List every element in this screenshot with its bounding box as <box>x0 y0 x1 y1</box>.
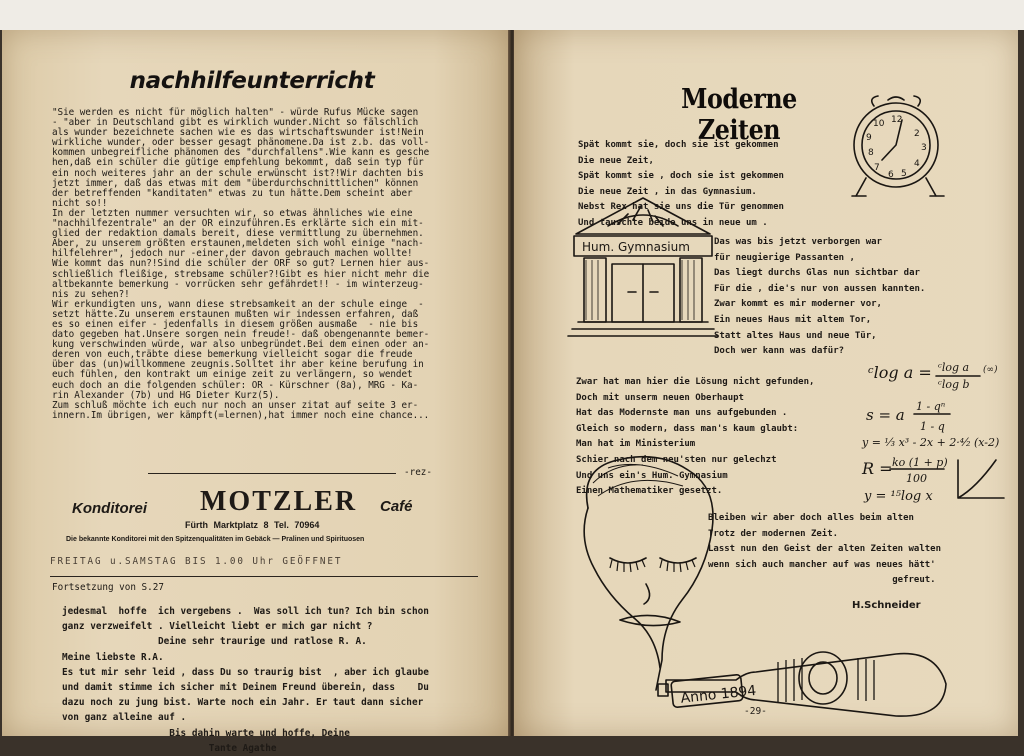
poem-line: für neugierige Passanten , <box>714 252 855 263</box>
article-line: es so einen eifer - jedenfalls in diesem größen ausmaße - nie bis <box>52 318 419 330</box>
divider-rule <box>148 473 396 474</box>
letter-line: Deine sehr traurige und ratlose R. A. <box>62 636 367 648</box>
article-line: deren von euch,träbte diese bemerkung vielleicht sogar die freude <box>52 349 413 361</box>
article-signoff: -rez- <box>404 467 432 478</box>
continued-note: Fortsetzung von S.27 <box>52 582 164 593</box>
article-line: In der letzten nummer versuchten wir, so etwas ähnliches wie eine <box>52 207 413 219</box>
article-line: nicht so!! <box>52 197 108 209</box>
letter-line: dazu noch zu jung bist. Warte noch ein Jahr. Er taut dann sicher <box>62 697 424 709</box>
bottle-label: Anno 1894 <box>679 682 758 707</box>
article-line: glied der redaktion damals bereit, diese vermittlung zu übernehmen. <box>52 228 424 240</box>
formula-series-num: 1 - qⁿ <box>916 400 946 413</box>
poem-line: Schier nach dem neu'sten nur gelechzt <box>576 454 777 465</box>
poem-line: Doch wer kann was dafür? <box>714 346 845 357</box>
svg-text:8: 8 <box>868 148 874 158</box>
letters-column <box>62 604 429 756</box>
letter-line: und damit stimme ich sicher mit Deinem Freund überein, dass Du <box>62 682 429 694</box>
ad-konditorei: Konditorei <box>72 500 147 517</box>
right-page <box>514 30 1018 736</box>
page-number: -29- <box>744 706 767 717</box>
formula-log-x: y = ¹⁵log x <box>864 489 933 504</box>
poem-line: Das was bis jetzt verborgen war <box>714 237 882 247</box>
letter-line: Bis dahin warte und hoffe, Deine <box>62 727 350 739</box>
ad-bottom-rule <box>50 576 478 577</box>
poem-line: Und tauschte beide uns in neue um . <box>578 217 768 228</box>
article-line: Zum schluß möchte ich euch nur noch an unser zitat auf seite 3 er- <box>52 399 419 411</box>
article-line: kommen unbegreifliche phänomen des "durchfallens".Wie kann es gesche <box>52 147 430 159</box>
left-page <box>2 30 510 754</box>
letter-line: Es tut mir sehr leid , dass Du so traurig bist , aber ich glaube <box>62 666 429 678</box>
poem-title: Moderne Zeiten <box>681 84 797 146</box>
poem-line: Das liegt durchs Glas nun sichtbar dar <box>714 268 920 279</box>
article-line: "nachhilfezentrale" an der OR einzuführen.Es erklärte sich ein mit- <box>52 218 424 230</box>
article-line: jetzt immer, daß das etwas mit dem "überdurchschnittlichen" können <box>52 177 419 189</box>
building-label: Hum. Gymnasium <box>582 240 690 254</box>
poem-line: Nebst Rex hat sie uns die Tür genommen <box>578 202 784 213</box>
top-margin <box>0 0 1024 30</box>
letter-line: jedesmal hoffe ich vergebens . Was soll ich tun? Ich bin schon <box>62 606 429 617</box>
svg-text:6: 6 <box>888 170 894 180</box>
article-line: über das (un)willkommene zeugnis.Solltet ihr aber keine berufung in <box>52 359 424 371</box>
poem-stanza-2 <box>714 235 925 360</box>
article-line: der betreffenden "kanditaten" etwas zu tun hätte.Dem scheint aber <box>52 187 413 199</box>
ad-hours: FREITAG u.SAMSTAG BIS 1.00 Uhr GEÖFFNET <box>50 556 343 567</box>
formula-series-lhs: s = a <box>866 406 905 424</box>
article-line: als wunder bezeichnete sachen wie es das wirtschaftswunder ist!Nein <box>52 127 424 139</box>
article-line: nis zu sehen?! <box>52 288 130 300</box>
poem-line: Doch mit unserm neuen Oberhaupt <box>576 392 744 403</box>
ad-tagline: Die bekannte Konditorei mit den Spitzenqualitäten im Gebäck — Pralinen und Spirituosen <box>66 536 365 543</box>
poem-line: Ein neues Haus mit altem Tor, <box>714 314 872 325</box>
ad-cafe: Café <box>380 498 413 515</box>
letter-line: von ganz alleine auf . <box>62 712 187 724</box>
svg-text:3: 3 <box>921 143 927 153</box>
poem-line: Und uns ein's Hum. Gymnasium <box>576 470 728 481</box>
face-bottle-drawing <box>548 448 958 718</box>
poem-line: Lasst nun den Geist der alten Zeiten walten <box>708 544 941 555</box>
formula-log-den: ᶜlog b <box>938 378 970 391</box>
advertisement <box>50 482 470 572</box>
formula-log-note: (∞) <box>983 365 998 375</box>
article-title: nachhilfeunterricht <box>129 68 375 94</box>
article-line: dato gegeben hat.Unsere sorgen nein freude!- daß obengenannte bemer- <box>52 329 430 341</box>
article-line: hen,daß ein schüler die gütige empfehlung bekommt, daß sein typ für <box>52 157 424 169</box>
article-line: innern.Im übrigen, wer kämpft(=lernen),hat immer noch eine chance... <box>52 409 430 421</box>
formula-log-num: ᶜlog a <box>938 361 970 374</box>
svg-text:10: 10 <box>873 119 885 129</box>
article-line: euch doch an die folgenden schüler: OR - Kürschner (8a), MRG - Ka- <box>52 379 419 391</box>
article-line: hilfelehrer", jedoch nur -einer,der davon gebrauch machen wollte! <box>52 248 413 260</box>
article-line: Aber, zu unserem größten erstaunen,meldeten sich wohl einige "nach- <box>52 238 424 250</box>
poem-line: wenn sich auch mancher auf was neues hätt' <box>708 559 936 570</box>
poem-line: Trotz der modernen Zeit. <box>708 528 839 539</box>
article-line: rin Alexander (7b) und HG Dieter Kurz(5). <box>52 389 280 401</box>
poem-line: Zwar kommt es mir moderner vor, <box>714 299 882 310</box>
formula-series-den: 1 - q <box>920 420 945 433</box>
poem-line: Gleich so modern, dass man's kaum glaubt: <box>576 423 799 434</box>
poem-line: Hat das Modernste man uns aufgebunden . <box>576 408 788 419</box>
article-line: altbekannte bemerkung - vorrücken sehr gefährdet!! - im winterzeug- <box>52 278 424 290</box>
formula-poly: y = ¹⁄₃ x³ - 2x + 2·⁴⁄₂ (x-2) <box>862 436 1000 449</box>
poem-line: Bleiben wir aber doch alles beim alten <box>708 513 914 523</box>
poem-line: Zwar hat man hier die Lösung nicht gefunden, <box>576 377 815 387</box>
article-body <box>52 108 429 421</box>
poem-line: Für die , die's nur von aussen kannten. <box>714 283 926 294</box>
article-line: "Sie werden es nicht für möglich halten" - würde Rufus Mücke sagen <box>52 107 419 118</box>
svg-text:12: 12 <box>891 115 903 125</box>
article-line: euch fühlen, den kontrakt um einige zeit zu verlängern, so wendet <box>52 369 413 381</box>
svg-text:4: 4 <box>914 159 920 169</box>
svg-text:9: 9 <box>866 133 872 143</box>
poem-line: gefreut. <box>708 575 936 586</box>
poem-line: Spät kommt sie , doch sie ist gekommen <box>578 171 784 182</box>
poem-line: Einen Mathematiker gesetzt. <box>576 486 723 497</box>
formula-r-lhs: R = <box>862 459 893 478</box>
svg-text:7: 7 <box>874 163 880 173</box>
svg-text:5: 5 <box>901 169 907 179</box>
svg-text:2: 2 <box>914 129 920 139</box>
article-line: - "aber in Deutschland gibt es wirklich wunder.Nicht so fälschlich <box>52 117 419 129</box>
poem-line: Spät kommt sie, doch sie ist gekommen <box>578 140 779 150</box>
poem-line: Statt altes Haus und neue Tür, <box>714 330 877 341</box>
article-line: Wie kommt das nun?!Sind die schüler der ORF so gut? Lernen hier aus- <box>52 258 430 270</box>
article-line: setzt hätte.Zu unserem erstaunen mußten wir indessen erfahren, daß <box>52 308 419 320</box>
poem-line: Die neue Zeit , in das Gymnasium. <box>578 186 757 197</box>
author-signature: H.Schneider <box>852 600 921 611</box>
article-line: wirkliche wunder, oder besser gesagt phänomene.Da ist z.b. das voll- <box>52 137 430 149</box>
article-line: schließlich fleißige, strebsame schüler?!Gibt es hier nicht mehr die <box>52 268 430 280</box>
article-line: kung verschwinden würde, war also unbegründet.Bei dem einen oder an- <box>52 339 430 351</box>
letter-line: Tante Agathe <box>62 742 277 754</box>
ad-brand: MOTZLER <box>200 486 358 517</box>
formula-r-den: 100 <box>906 472 927 485</box>
poem-line: Die neue Zeit, <box>578 155 654 166</box>
article-line: Wir erkundigten uns, wann diese strebsamkeit an der schule einge - <box>52 298 424 310</box>
formula-r-num: ko (1 + p) <box>892 456 948 469</box>
poem-line: Man hat im Ministerium <box>576 439 696 450</box>
alarm-clock-drawing <box>844 90 954 210</box>
gymnasium-building-drawing <box>568 192 718 342</box>
letter-line: ganz verzweifelt . Vielleicht liebt er mich gar nicht ? <box>62 621 373 633</box>
letter-line: Meine liebste R.A. <box>62 651 164 663</box>
article-line: ein noch weiteres jahr an der schule erwünscht ist?!Wir dachten bis <box>52 167 424 179</box>
formula-log-lhs: ᶜlog a = <box>868 363 932 382</box>
ad-address: Fürth Marktplatz 8 Tel. 70964 <box>185 520 320 530</box>
